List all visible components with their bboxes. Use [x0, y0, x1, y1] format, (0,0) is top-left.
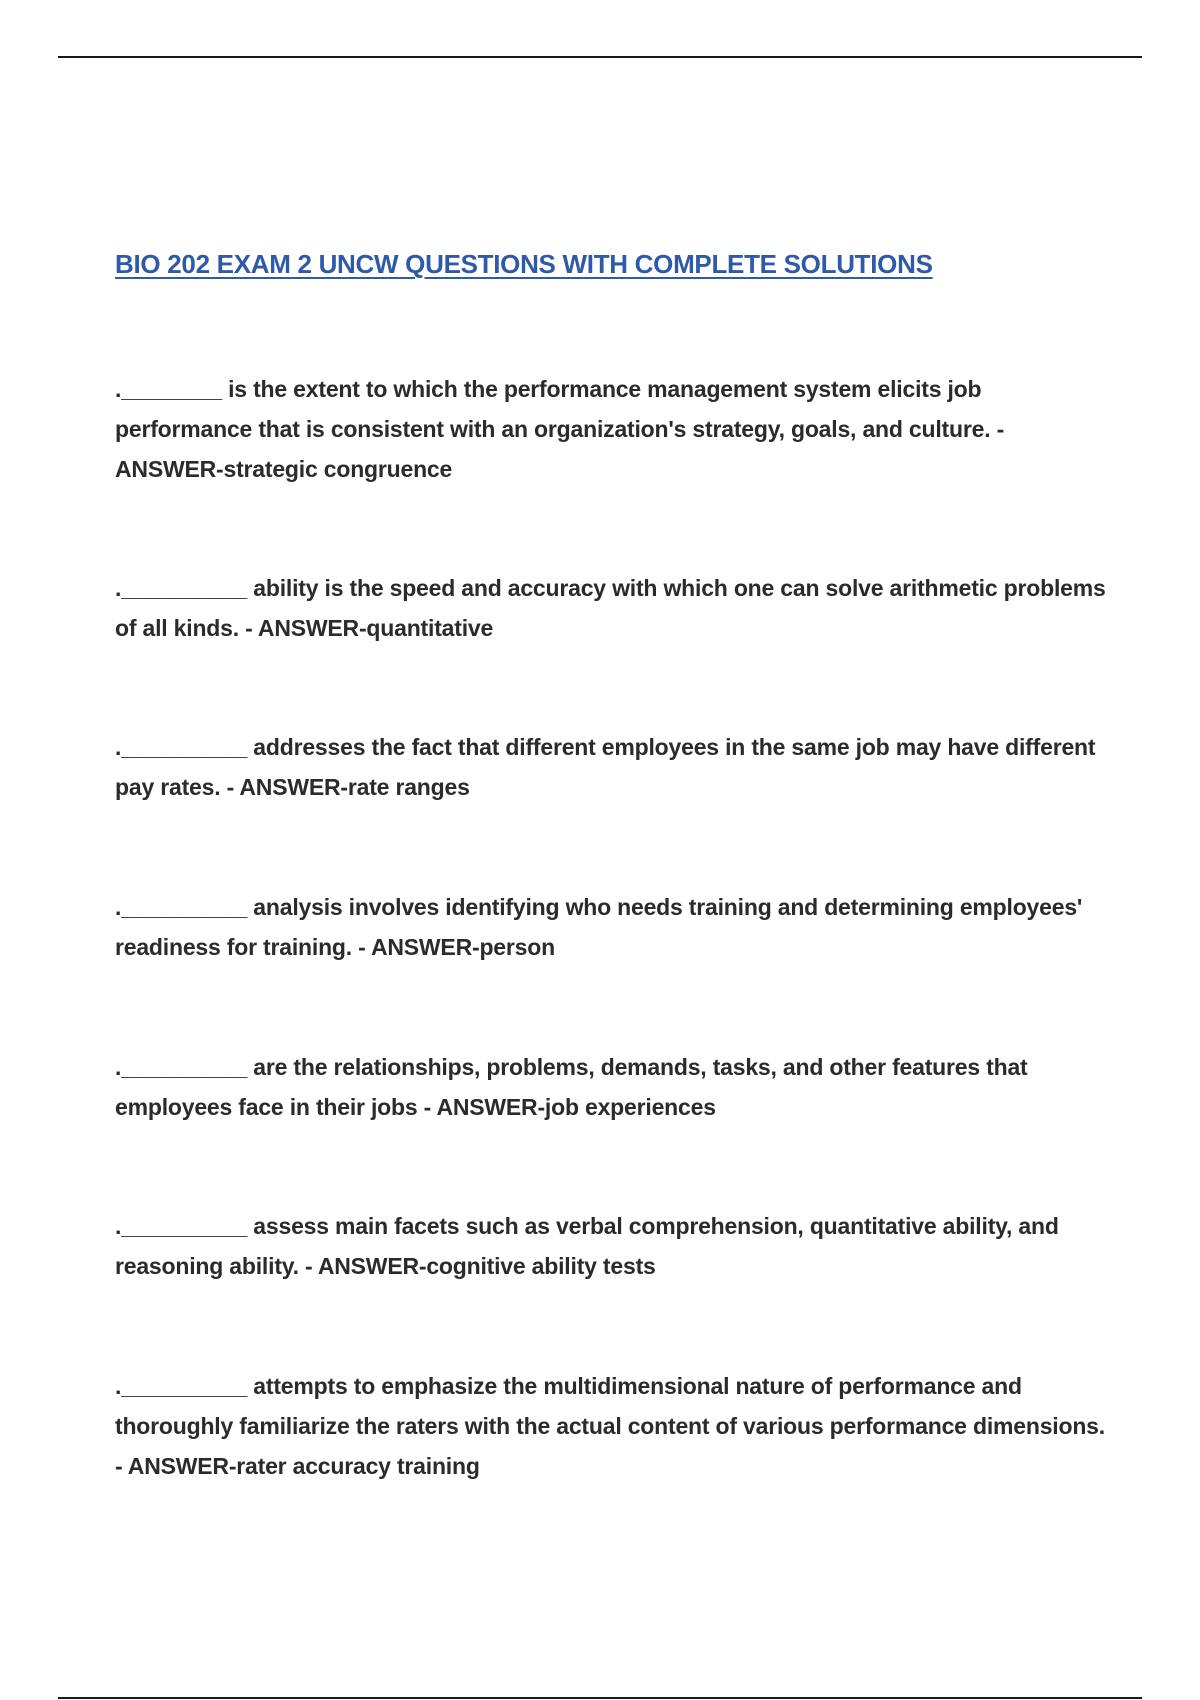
answer-separator: - ANSWER-	[238, 615, 367, 641]
footer-rule	[58, 1697, 1142, 1699]
qa-item-1	[115, 369, 1115, 489]
answer-text: cognitive ability tests	[426, 1253, 656, 1279]
question-text: .__________ ability is the speed and accuracy with which one can solve arithmetic problems of all kinds.	[115, 575, 1106, 641]
answer-text: job experiences	[544, 1094, 716, 1120]
answer-separator: - ANSWER-	[298, 1253, 427, 1279]
answer-text: rater accuracy training	[236, 1453, 480, 1479]
question-text: .__________ are the relationships, problems, demands, tasks, and other features that employees face in their jobs	[115, 1054, 1028, 1120]
question-text: .__________ assess main facets such as verbal comprehension, quantitative ability, and reasoning ability.	[115, 1213, 1059, 1279]
answer-text: strategic congruence	[223, 456, 453, 482]
answer-separator: - ANSWER-	[115, 1453, 237, 1479]
question-text: .__________ analysis involves identifying who needs training and determining employees' readiness for training.	[115, 894, 1083, 960]
qa-item-4	[115, 887, 1115, 967]
answer-separator: - ANSWER-	[220, 774, 348, 800]
answer-text: rate ranges	[347, 774, 470, 800]
answer-separator: - ANSWER-	[115, 416, 1005, 482]
question-text: .__________ addresses the fact that different employees in the same job may have different pay rates.	[115, 734, 1096, 800]
answer-text: person	[479, 934, 555, 960]
answer-separator: - ANSWER-	[351, 934, 480, 960]
answer-text: quantitative	[366, 615, 494, 641]
header-rule	[58, 56, 1142, 58]
qa-item-3	[115, 727, 1115, 807]
qa-item-7	[115, 1366, 1115, 1486]
qa-item-5	[115, 1047, 1115, 1127]
question-text: .________ is the extent to which the performance management system elicits job performance that is consistent with an organization's strategy, goals, and culture.	[115, 376, 991, 442]
answer-separator: - ANSWER-	[417, 1094, 545, 1120]
qa-item-2	[115, 568, 1115, 648]
document-title[interactable]: BIO 202 EXAM 2 UNCW QUESTIONS WITH COMPLETE SOLUTIONS	[115, 249, 933, 279]
qa-item-6	[115, 1206, 1115, 1286]
question-text: .__________ attempts to emphasize the multidimensional nature of performance and thoroughly familiarize the raters with the actual content of various performance dimensions.	[115, 1373, 1105, 1439]
